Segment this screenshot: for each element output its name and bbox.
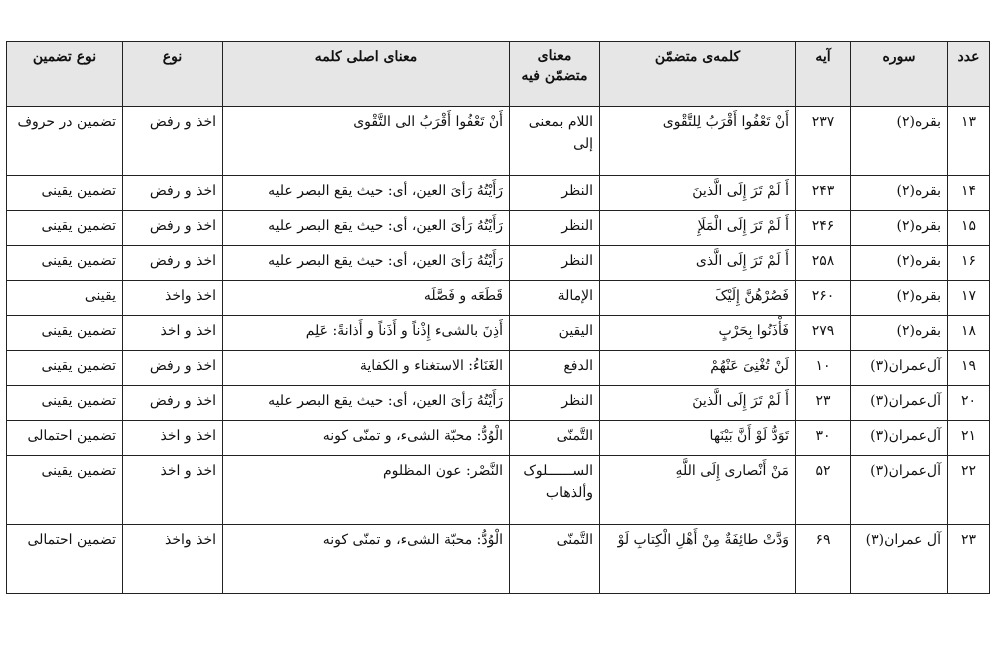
- cell-surah: بقره(۲): [851, 281, 948, 316]
- cell-original: النَّصْر: عون المظلوم: [223, 456, 510, 525]
- cell-type: اخذ و رفض: [123, 176, 223, 211]
- cell-tazmin: تضمین یقینی: [7, 456, 123, 525]
- cell-type: اخذ واخذ: [123, 281, 223, 316]
- cell-ayah: ۲۶۰: [796, 281, 851, 316]
- cell-num: ۲۳: [948, 525, 990, 594]
- cell-ayah: ۲۳: [796, 386, 851, 421]
- cell-embedded: النظر: [510, 386, 600, 421]
- cell-tazmin: تضمین یقینی: [7, 246, 123, 281]
- cell-tazmin: تضمین یقینی: [7, 176, 123, 211]
- cell-tazmin: تضمین در حروف: [7, 107, 123, 176]
- cell-original: الغَنَاءُ: الاستغناء و الکفایة: [223, 351, 510, 386]
- table-row: [7, 176, 990, 211]
- table-row: [7, 246, 990, 281]
- cell-tazmin: تضمین یقینی: [7, 316, 123, 351]
- header-num: عدد: [948, 42, 990, 107]
- cell-tazmin: تضمین احتمالی: [7, 421, 123, 456]
- cell-embedded: النظر: [510, 176, 600, 211]
- cell-original: رَأَیْتُهُ رَأیَ العین، أی: حیث یقع البصر علیه: [223, 176, 510, 211]
- cell-surah: آل‌عمران(۳): [851, 386, 948, 421]
- cell-type: اخذ و رفض: [123, 107, 223, 176]
- cell-ayah: ۲۴۳: [796, 176, 851, 211]
- cell-surah: بقره(۲): [851, 107, 948, 176]
- cell-surah: بقره(۲): [851, 246, 948, 281]
- cell-ayah: ۳۰: [796, 421, 851, 456]
- cell-num: ۲۱: [948, 421, 990, 456]
- cell-word: أَ لَمْ تَرَ إِلَی الَّذینَ: [600, 176, 796, 211]
- header-row: [7, 42, 990, 107]
- table-row: [7, 211, 990, 246]
- cell-word: أَنْ تَعْفُوا أَقْرَبُ لِلتَّقْوی: [600, 107, 796, 176]
- cell-embedded: التَّمنّی: [510, 525, 600, 594]
- cell-ayah: ۲۵۸: [796, 246, 851, 281]
- header-type: نوع: [123, 42, 223, 107]
- cell-surah: آل‌عمران(۳): [851, 456, 948, 525]
- cell-num: ۱۹: [948, 351, 990, 386]
- cell-word: تَوَدُّ لَوْ أَنَّ بَیْنَها: [600, 421, 796, 456]
- cell-surah: آل عمران(۳): [851, 525, 948, 594]
- cell-embedded: النظر: [510, 211, 600, 246]
- table-row: [7, 456, 990, 525]
- header-embedded: معنای متضمّن فیه: [510, 42, 600, 107]
- header-tazmin: نوع تضمین: [7, 42, 123, 107]
- cell-num: ۱۶: [948, 246, 990, 281]
- cell-ayah: ۶۹: [796, 525, 851, 594]
- cell-ayah: ۱۰: [796, 351, 851, 386]
- cell-embedded: النظر: [510, 246, 600, 281]
- cell-type: اخذ و اخذ: [123, 421, 223, 456]
- cell-original: رَأَیْتُهُ رَأیَ العین، أی: حیث یقع البصر علیه: [223, 246, 510, 281]
- cell-original: رَأَیْتُهُ رَأیَ العین، أی: حیث یقع البصر علیه: [223, 211, 510, 246]
- cell-num: ۱۵: [948, 211, 990, 246]
- cell-type: اخذ و اخذ: [123, 316, 223, 351]
- cell-original: الْوُدُّ: محبّة الشیء، و تمنّی کونه: [223, 525, 510, 594]
- cell-ayah: ۲۷۹: [796, 316, 851, 351]
- cell-word: مَنْ أَنْصاری إِلَی اللَّهِ: [600, 456, 796, 525]
- cell-embedded: الدفع: [510, 351, 600, 386]
- cell-tazmin: تضمین یقینی: [7, 351, 123, 386]
- cell-num: ۲۰: [948, 386, 990, 421]
- table-row: [7, 525, 990, 594]
- cell-num: ۱۸: [948, 316, 990, 351]
- cell-embedded: الإمالة: [510, 281, 600, 316]
- header-word: کلمه‌ی متضمّن: [600, 42, 796, 107]
- table-row: [7, 386, 990, 421]
- cell-num: ۱۳: [948, 107, 990, 176]
- cell-tazmin: تضمین یقینی: [7, 386, 123, 421]
- cell-original: الْوُدُّ: محبّة الشیء، و تمنّی کونه: [223, 421, 510, 456]
- cell-type: اخذ و رفض: [123, 386, 223, 421]
- cell-surah: بقره(۲): [851, 316, 948, 351]
- cell-type: اخذ و رفض: [123, 211, 223, 246]
- cell-embedded: الســــــلوک وألذهاب: [510, 456, 600, 525]
- cell-word: فَصُرْهُنَّ إِلَیْکَ: [600, 281, 796, 316]
- table-row: [7, 281, 990, 316]
- cell-word: لَنْ تُغْنِیَ عَنْهُمْ: [600, 351, 796, 386]
- cell-surah: بقره(۲): [851, 176, 948, 211]
- cell-word: أَ لَمْ تَرَ إِلَی الْمَلَإِ: [600, 211, 796, 246]
- cell-type: اخذ و اخذ: [123, 456, 223, 525]
- cell-word: وَدَّتْ طائِفَةٌ مِنْ أَهْلِ الْکِتابِ لَوْ: [600, 525, 796, 594]
- cell-word: أَ لَمْ تَرَ إِلَی الَّذی: [600, 246, 796, 281]
- table-row: [7, 107, 990, 176]
- cell-original: رَأَیْتُهُ رَأیَ العین، أی: حیث یقع البصر علیه: [223, 386, 510, 421]
- cell-surah: آل‌عمران(۳): [851, 351, 948, 386]
- cell-type: اخذ و رفض: [123, 351, 223, 386]
- cell-surah: بقره(۲): [851, 211, 948, 246]
- cell-surah: آل‌عمران(۳): [851, 421, 948, 456]
- cell-embedded: التَّمنّی: [510, 421, 600, 456]
- cell-word: فَأْذَنُوا بِحَرْبٍ: [600, 316, 796, 351]
- header-surah: سوره: [851, 42, 948, 107]
- cell-original: أَنْ تَعْفُوا أَقْرَبُ الی التَّقْوی: [223, 107, 510, 176]
- cell-embedded: الیقین: [510, 316, 600, 351]
- cell-original: أَذِنَ بالشیء إِذْناً و أَذَناً و أَذانةً: عَلِم: [223, 316, 510, 351]
- cell-num: ۲۲: [948, 456, 990, 525]
- cell-tazmin: تضمین یقینی: [7, 211, 123, 246]
- table-row: [7, 421, 990, 456]
- cell-word: أَ لَمْ تَرَ إِلَی الَّذینَ: [600, 386, 796, 421]
- cell-type: اخذ واخذ: [123, 525, 223, 594]
- cell-num: ۱۴: [948, 176, 990, 211]
- header-original: معنای اصلی کلمه: [223, 42, 510, 107]
- cell-tazmin: یقینی: [7, 281, 123, 316]
- cell-tazmin: تضمین احتمالی: [7, 525, 123, 594]
- cell-embedded: اللام بمعنی إلی: [510, 107, 600, 176]
- header-ayah: آیه: [796, 42, 851, 107]
- cell-type: اخذ و رفض: [123, 246, 223, 281]
- cell-ayah: ۵۲: [796, 456, 851, 525]
- cell-ayah: ۲۴۶: [796, 211, 851, 246]
- table-row: [7, 316, 990, 351]
- cell-ayah: ۲۳۷: [796, 107, 851, 176]
- table-row: [7, 351, 990, 386]
- cell-num: ۱۷: [948, 281, 990, 316]
- tazmin-table: [6, 41, 990, 594]
- cell-original: قَطَعَه و فَصَّلَه: [223, 281, 510, 316]
